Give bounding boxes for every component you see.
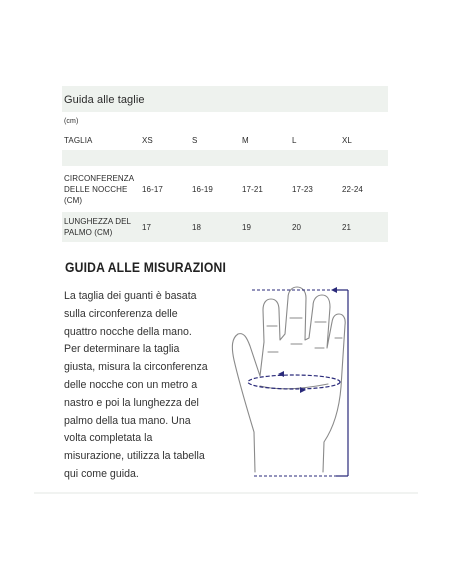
header-cell: XS — [142, 135, 153, 145]
measurement-description — [64, 288, 234, 484]
row-label-line: (CM) — [64, 195, 83, 205]
description-line: Per determinare la taglia — [64, 343, 180, 356]
table-cell: 16-17 — [142, 184, 163, 194]
description-line: palmo della tua mano. Una — [64, 414, 191, 427]
header-cell: S — [192, 135, 198, 145]
table-cell: 17 — [140, 212, 190, 242]
description-line: volta completata la — [64, 432, 153, 445]
description-line: quattro nocche della mano. — [64, 325, 192, 338]
footer-divider — [34, 492, 418, 494]
row-label-line: DELLE NOCCHE — [64, 184, 128, 194]
table-cell: 21 — [340, 212, 388, 242]
header-cell: L — [292, 135, 297, 145]
table-cell: 22-24 — [342, 184, 363, 194]
description-line: nastro e poi la lunghezza del — [64, 396, 199, 409]
description-line: giusta, misura la circonferenza — [64, 361, 208, 374]
table-row-knuckle — [62, 166, 388, 212]
table-header-row — [62, 130, 388, 150]
description-line: sulla circonferenza delle — [64, 307, 178, 320]
header-cell: XL — [342, 135, 352, 145]
table-unit-row — [62, 112, 388, 130]
row-label-line: PALMO (CM) — [64, 228, 113, 237]
table-cell: 17-23 — [292, 184, 313, 194]
description-line: qui come guida. — [64, 467, 139, 480]
table-title: Guida alle taglie — [62, 86, 388, 112]
hand-measure-illustration-icon — [228, 282, 358, 482]
table-cell: 18 — [190, 212, 240, 242]
table-spacer-row — [62, 150, 388, 166]
size-guide-table — [62, 86, 388, 242]
row-label-line: LUNGHEZZA DEL — [64, 217, 132, 226]
section-title: GUIDA ALLE MISURAZIONI — [65, 260, 227, 275]
table-cell: 16-19 — [192, 184, 213, 194]
table-cell: 17-21 — [242, 184, 263, 194]
table-cell: 20 — [290, 212, 340, 242]
table-unit: (cm) — [64, 117, 79, 125]
description-line: misurazione, utilizza la tabella — [64, 450, 205, 463]
description-line: La taglia dei guanti è basata — [64, 290, 197, 302]
row-label-line: CIRCONFERENZA — [64, 173, 135, 183]
table-cell: 19 — [240, 212, 290, 242]
description-line: delle nocche con un metro a — [64, 378, 198, 391]
row-label — [62, 166, 140, 212]
header-cell: M — [242, 135, 249, 145]
table-title-row — [62, 86, 388, 112]
row-label — [62, 212, 140, 242]
header-cell: TAGLIA — [64, 135, 93, 145]
table-row-palm — [62, 212, 388, 242]
